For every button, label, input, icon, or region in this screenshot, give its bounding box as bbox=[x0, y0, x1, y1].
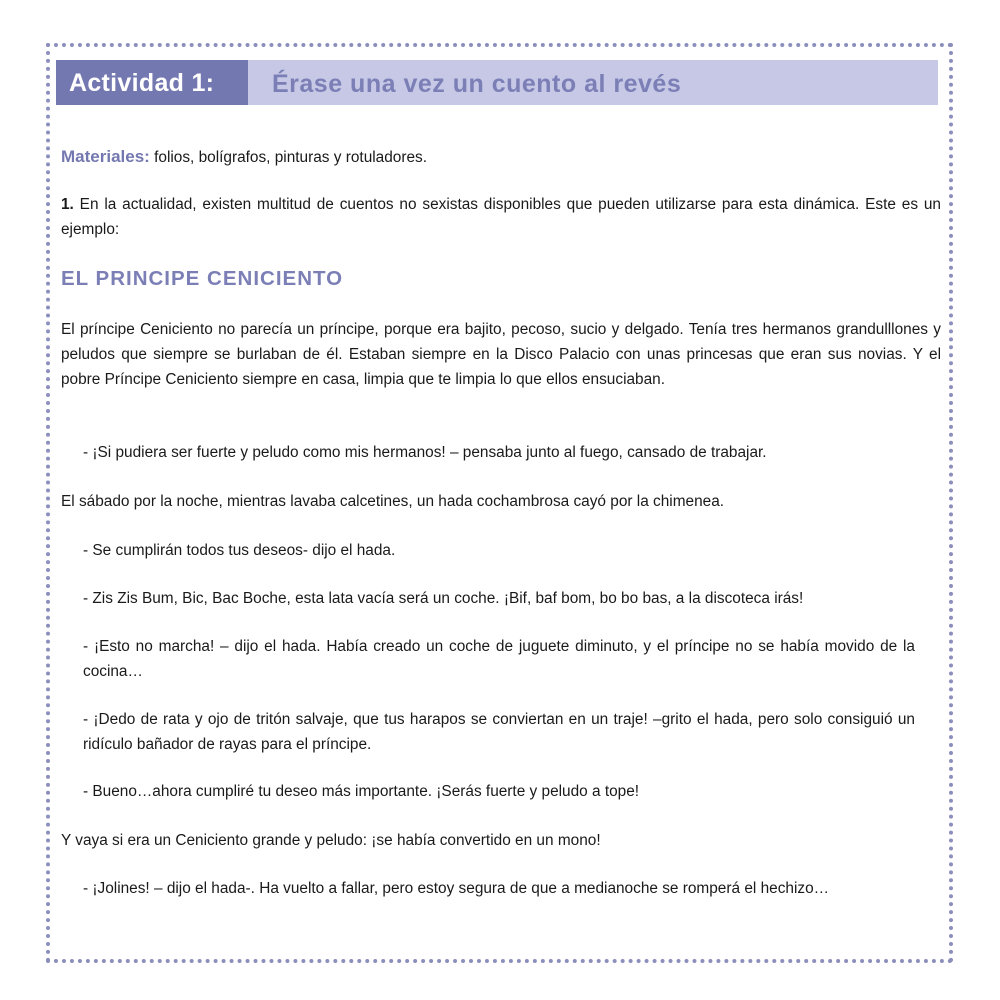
story-paragraph: El sábado por la noche, mientras lavaba calcetines, un hada cochambrosa cayó por la chimenea. bbox=[61, 493, 725, 510]
intro-text: En la actualidad, existen multitud de cuentos no sexistas disponibles que pueden utilizarse para esta dinámica. Este es un ejemplo: bbox=[61, 196, 941, 238]
activity-title: Érase una vez un cuento al revés bbox=[272, 70, 682, 98]
intro-paragraph bbox=[61, 192, 941, 242]
materials-line bbox=[61, 144, 427, 170]
story-dialog: - ¡Si pudiera ser fuerte y peludo como mis hermanos! – pensaba junto al fuego, cansado de trabajar. bbox=[83, 444, 767, 461]
story-dialog: - Se cumplirán todos tus deseos- dijo el hada. bbox=[83, 542, 396, 559]
materials-text: folios, bolígrafos, pinturas y rotuladores. bbox=[149, 149, 428, 166]
activity-header bbox=[56, 60, 938, 105]
story-dialog: - Zis Zis Bum, Bic, Bac Boche, esta lata vacía será un coche. ¡Bif, baf bom, bo bo bas, a la discoteca irás! bbox=[83, 590, 804, 607]
story-dialog: - ¡Dedo de rata y ojo de tritón salvaje, que tus harapos se conviertan en un traje! –grito el hada, pero solo consiguió un ridículo bañador de rayas para el príncipe. bbox=[83, 711, 915, 753]
story-title: EL PRINCIPE CENICIENTO bbox=[61, 267, 344, 290]
story-paragraph: Y vaya si era un Ceniciento grande y peludo: ¡se había convertido en un mono! bbox=[61, 832, 601, 849]
story-paragraph: El príncipe Ceniciento no parecía un príncipe, porque era bajito, pecoso, sucio y delgado. Tenía tres hermanos grandulllones y peludos que siempre se burlaban de él. Estaban siempre en la Disco Palacio con unas princesas que eran sus novias. Y el pobre Príncipe Ceniciento siempre en casa, limpia que te limpia lo que ellos ensuciaban. bbox=[61, 321, 941, 388]
story-dialog: - ¡Jolines! – dijo el hada-. Ha vuelto a fallar, pero estoy segura de que a medianoche se romperá el hechizo… bbox=[83, 880, 830, 897]
story-dialog: - ¡Esto no marcha! – dijo el hada. Había creado un coche de juguete diminuto, y el príncipe no se había movido de la cocina… bbox=[83, 638, 915, 680]
activity-label: Actividad 1: bbox=[56, 60, 248, 105]
story-dialog: - Bueno…ahora cumpliré tu deseo más importante. ¡Serás fuerte y peludo a tope! bbox=[83, 783, 640, 800]
intro-number: 1. bbox=[61, 196, 74, 213]
materials-label: Materiales: bbox=[61, 147, 150, 166]
